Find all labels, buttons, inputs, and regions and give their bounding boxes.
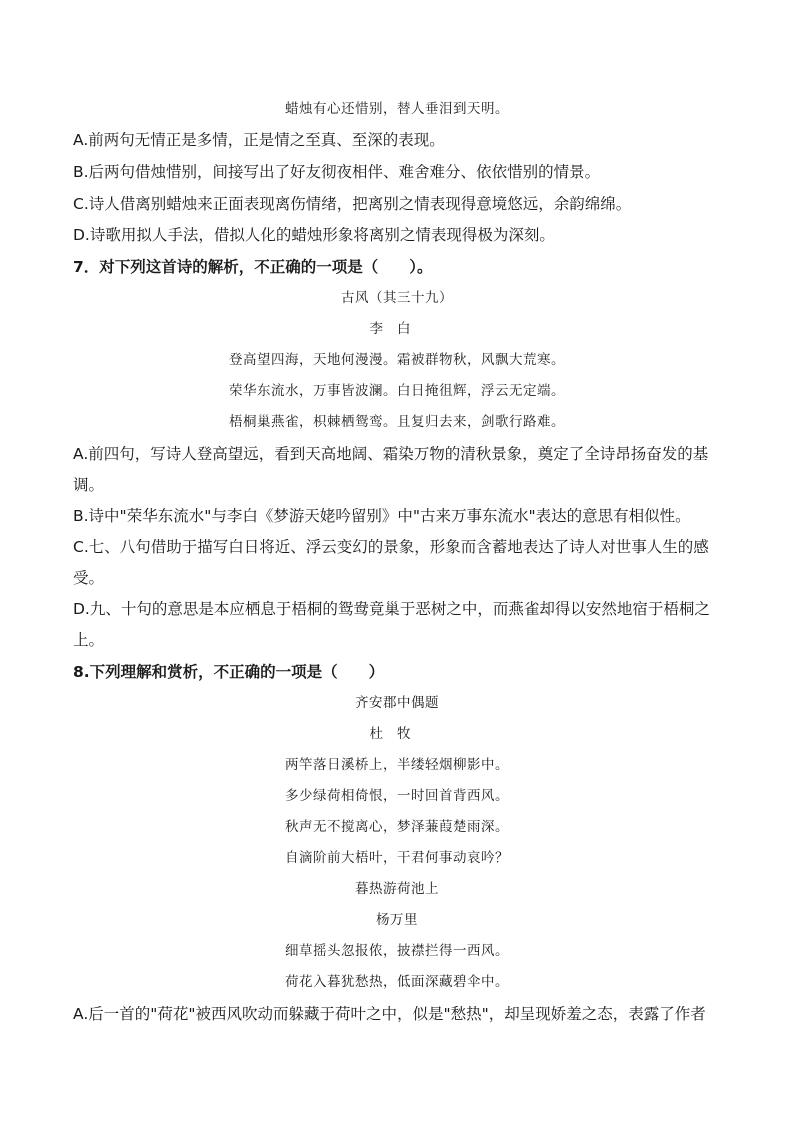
option-a: A.后一首的"荷花"被西风吹动而躲藏于荷叶之中，似是"愁热"，却呈现娇羞之态，表露了作者 [73,1005,706,1023]
option-a: A.前四句，写诗人登高望远，看到天高地阔、霜染万物的清秋景象，奠定了全诗昂扬奋发的基 [73,445,709,463]
poem-line: 登高望四海，天地何漫漫。霜被群物秋，风飘大荒寒。 [229,352,565,368]
poem-line: 两竿落日溪桥上，半缕轻烟柳影中。 [285,757,509,773]
option-a: A.前两句无情正是多情，正是情之至真、至深的表现。 [73,131,445,149]
option-c: C.诗人借离别蜡烛来正面表现离伤情绪，把离别之情表现得意境悠远，余韵绵绵。 [73,195,632,213]
poem-line: 蜡烛有心还惜别，替人垂泪到天明。 [285,101,509,117]
option-a-continued: 调。 [73,476,105,494]
option-d: D.九、十句的意思是本应栖息于梧桐的鸳鸯竟巢于恶树之中，而燕雀却得以安然地宿于梧桐之 [73,600,710,618]
poem-line: 细草摇头忽报侬，披襟拦得一西风。 [285,943,509,959]
poem-line: 梧桐巢燕雀，枳棘栖鸳鸾。且复归去来，剑歌行路难。 [229,414,565,430]
poem-line: 荷花入暮犹愁热，低面深藏碧伞中。 [285,974,509,990]
poem-title: 暮热游荷池上 [355,881,439,897]
poem-line: 秋声无不搅离心，梦泽蒹葭楚雨深。 [285,819,509,835]
option-b: B.后两句借烛惜别，间接写出了好友彻夜相伴、难舍难分、依依惜别的情景。 [73,163,601,181]
option-b: B.诗中"荣华东流水"与李白《梦游天姥吟留别》中"古来万事东流水"表达的意思有相似性。 [73,507,691,525]
question-7-stem: 7．对下列这首诗的解析，不正确的一项是（ ）。 [73,258,433,276]
poem-line: 自滴阶前大梧叶，干君何事动哀吟？ [285,850,509,866]
poem-title: 古风（其三十九） [341,290,453,306]
poem-line: 荣华东流水，万事皆波澜。白日掩徂辉，浮云无定端。 [229,383,565,399]
option-d-continued: 上。 [73,631,105,649]
poem-author: 杜牧 [369,726,425,742]
poem-author: 杨万里 [376,912,418,928]
poem-line: 多少绿荷相倚恨，一时回首背西风。 [285,788,509,804]
question-8-stem: 8.下列理解和赏析，不正确的一项是（ ） [73,663,385,681]
poem-title: 齐安郡中偶题 [355,695,439,711]
option-c-continued: 受。 [73,569,105,587]
option-d: D.诗歌用拟人手法，借拟人化的蜡烛形象将离别之情表现得极为深刻。 [73,226,555,244]
poem-author: 李白 [369,321,425,337]
option-c: C.七、八句借助于描写白日将近、浮云变幻的景象，形象而含蓄地表达了诗人对世事人生的感 [73,538,709,556]
